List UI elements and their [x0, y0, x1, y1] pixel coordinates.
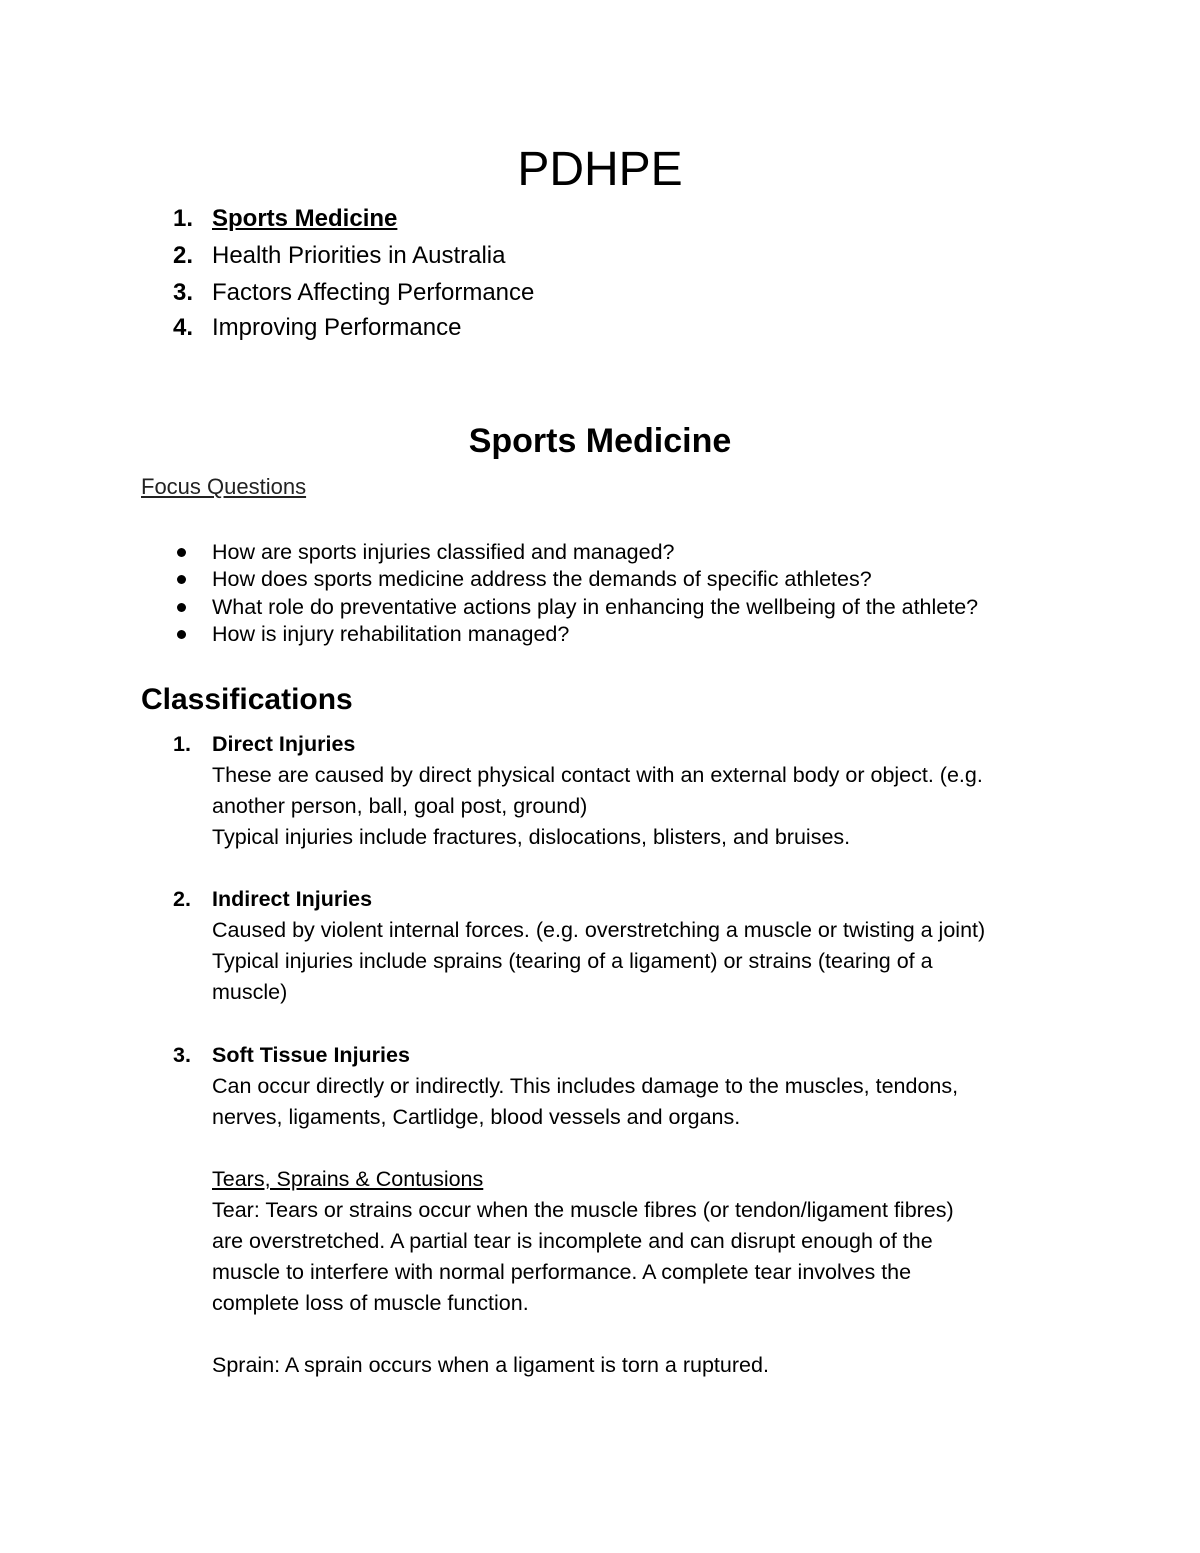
item-line: muscle) — [212, 980, 288, 1004]
toc-label: Factors Affecting Performance — [212, 279, 535, 306]
item-heading: Direct Injuries — [212, 732, 356, 756]
focus-question: What role do preventative actions play in enhancing the wellbeing of the athlete? — [212, 595, 979, 619]
item-body — [212, 729, 1072, 853]
bullet-icon — [177, 630, 186, 639]
item-number: 1. — [173, 732, 191, 756]
toc-number: 4. — [173, 314, 194, 341]
item-line: are overstretched. A partial tear is incomplete and can disrupt enough of the — [212, 1229, 933, 1253]
item-number: 2. — [173, 887, 191, 911]
classifications-heading: Classifications — [141, 683, 353, 716]
item-heading: Soft Tissue Injuries — [212, 1043, 410, 1067]
item-line: nerves, ligaments, Cartlidge, blood vessels and organs. — [212, 1105, 741, 1129]
bullet-icon — [177, 603, 186, 612]
item-number: 3. — [173, 1043, 191, 1067]
paragraph-gap — [212, 1319, 1072, 1350]
item-line: Can occur directly or indirectly. This includes damage to the muscles, tendons, — [212, 1074, 959, 1098]
item-line: Tear: Tears or strains occur when the muscle fibres (or tendon/ligament fibres) — [212, 1198, 954, 1222]
focus-question: How are sports injuries classified and managed? — [212, 540, 675, 564]
item-body — [212, 884, 1072, 1008]
focus-question: How does sports medicine address the demands of specific athletes? — [212, 567, 872, 591]
item-line: Typical injuries include sprains (tearing of a ligament) or strains (tearing of a — [212, 949, 933, 973]
toc-number: 3. — [173, 279, 194, 306]
item-line: another person, ball, goal post, ground) — [212, 794, 588, 818]
toc-number: 1. — [173, 205, 194, 232]
item-body — [212, 1040, 1072, 1381]
subheading: Tears, Sprains & Contusions — [212, 1167, 484, 1191]
item-heading: Indirect Injuries — [212, 887, 373, 911]
item-line: Typical injuries include fractures, dislocations, blisters, and bruises. — [212, 825, 851, 849]
paragraph-gap — [212, 1133, 1072, 1164]
document-title: PDHPE — [517, 143, 683, 196]
toc-number: 2. — [173, 242, 194, 269]
toc-label[interactable]: Sports Medicine — [212, 205, 398, 232]
toc-label: Health Priorities in Australia — [212, 242, 506, 269]
section-title: Sports Medicine — [468, 422, 732, 460]
focus-questions-label: Focus Questions — [141, 474, 307, 499]
bullet-icon — [177, 575, 186, 584]
focus-question: How is injury rehabilitation managed? — [212, 622, 570, 646]
item-line: muscle to interfere with normal performance. A complete tear involves the — [212, 1260, 912, 1284]
item-line: These are caused by direct physical contact with an external body or object. (e.g. — [212, 763, 983, 787]
toc-label: Improving Performance — [212, 314, 462, 341]
item-line: Caused by violent internal forces. (e.g. overstretching a muscle or twisting a joint) — [212, 918, 986, 942]
item-line: Sprain: A sprain occurs when a ligament is torn a ruptured. — [212, 1353, 769, 1377]
item-line: complete loss of muscle function. — [212, 1291, 529, 1315]
bullet-icon — [177, 548, 186, 557]
